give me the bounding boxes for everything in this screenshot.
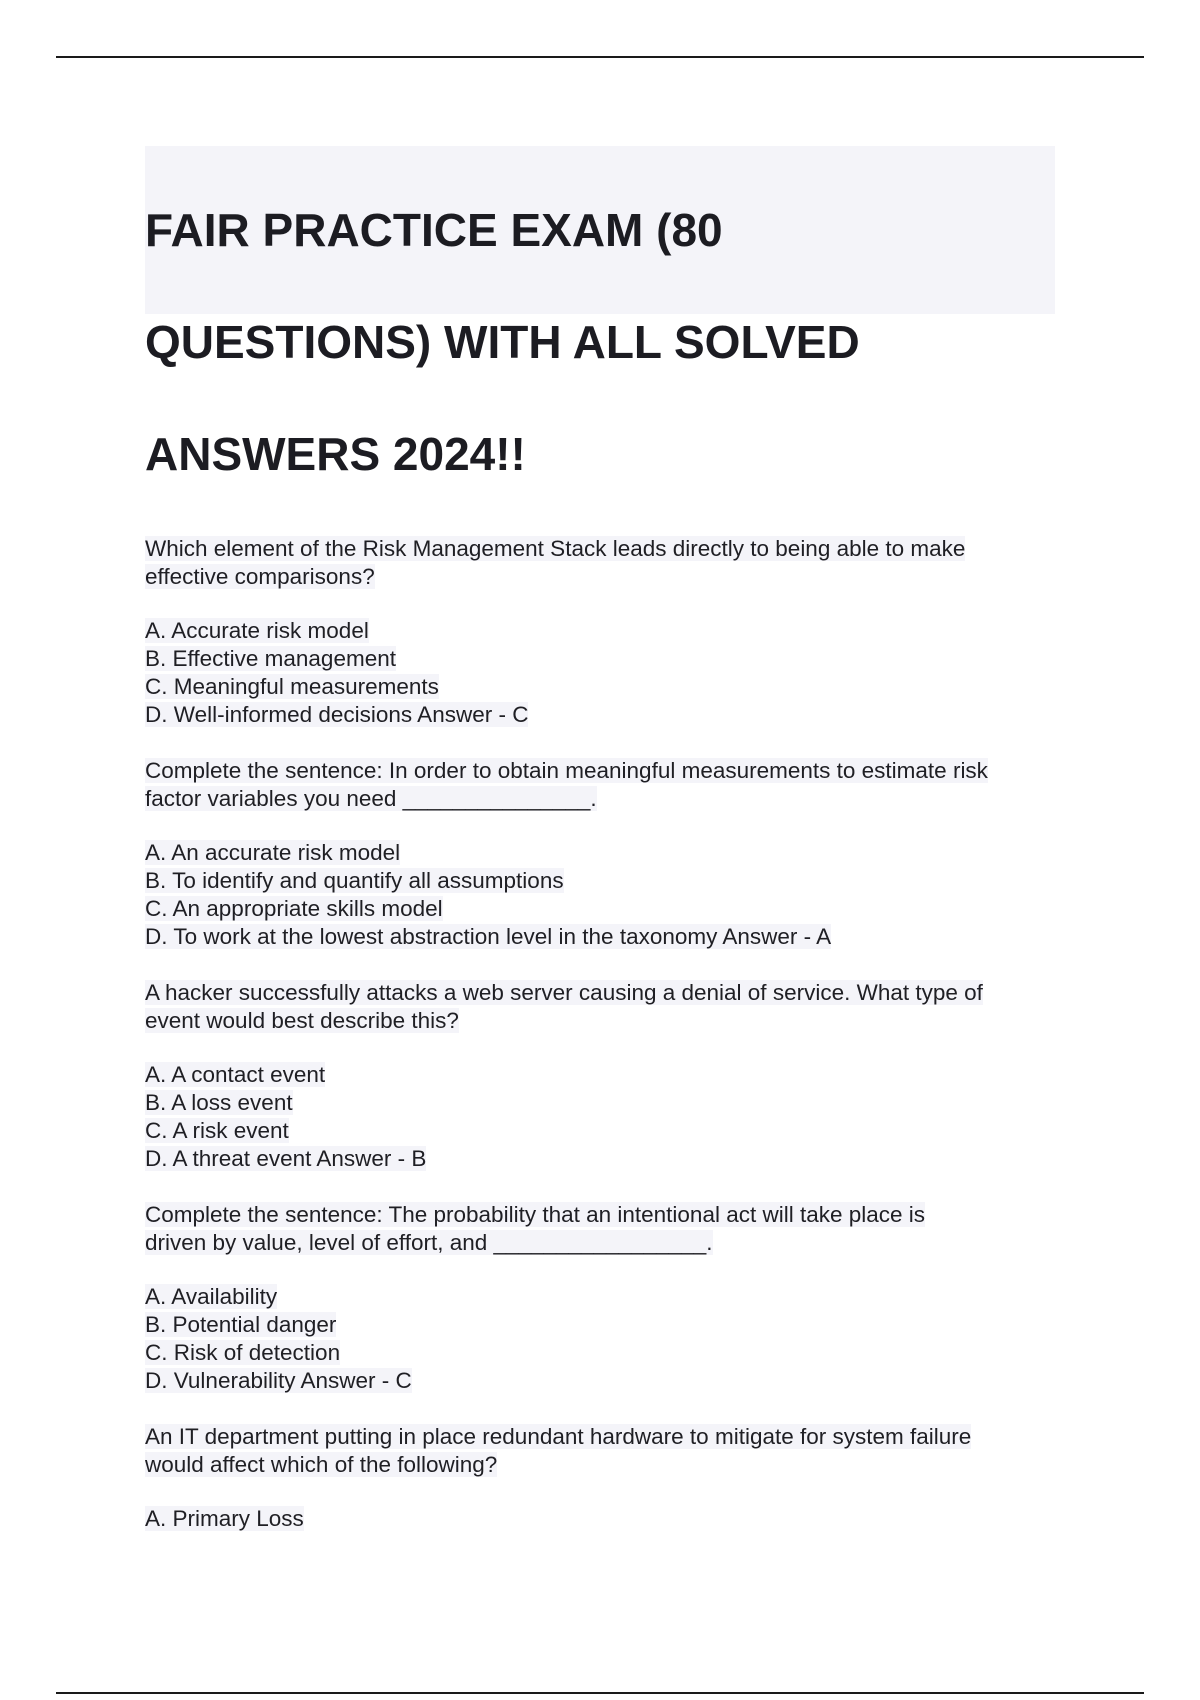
answer-options (145, 1283, 1065, 1395)
answer-option: A. Accurate risk model (145, 618, 369, 643)
answer-option: C. A risk event (145, 1118, 289, 1143)
question-item (145, 1423, 1065, 1533)
answer-options (145, 617, 1065, 729)
answer-options (145, 1505, 1065, 1533)
title-block (145, 146, 1055, 480)
title-line: FAIR PRACTICE EXAM (80 (145, 204, 723, 256)
title-line: ANSWERS 2024!! (145, 428, 526, 480)
question-text (145, 1423, 1065, 1479)
question-line: A hacker successfully attacks a web server causing a denial of service. What type of (145, 980, 983, 1005)
question-item (145, 1201, 1065, 1395)
answer-option: D. Vulnerability Answer - C (145, 1368, 412, 1393)
question-text (145, 535, 1065, 591)
question-line: event would best describe this? (145, 1008, 459, 1033)
question-line: Complete the sentence: In order to obtain meaningful measurements to estimate risk (145, 758, 988, 783)
answer-option: A. Availability (145, 1284, 278, 1309)
question-line: would affect which of the following? (145, 1452, 498, 1477)
answer-option: D. A threat event Answer - B (145, 1146, 427, 1171)
answer-option: C. Risk of detection (145, 1340, 341, 1365)
answer-option: B. To identify and quantify all assumptions (145, 868, 564, 893)
answer-option: C. An appropriate skills model (145, 896, 443, 921)
answer-option: D. Well-informed decisions Answer - C (145, 702, 529, 727)
question-text (145, 979, 1065, 1035)
answer-option: C. Meaningful measurements (145, 674, 439, 699)
question-line: factor variables you need _______________. (145, 786, 597, 811)
question-item (145, 757, 1065, 951)
answer-option: A. Primary Loss (145, 1506, 304, 1531)
question-line: Complete the sentence: The probability that an intentional act will take place is (145, 1202, 926, 1227)
answer-option: D. To work at the lowest abstraction level in the taxonomy Answer - A (145, 924, 832, 949)
question-line: effective comparisons? (145, 564, 375, 589)
answer-option: A. An accurate risk model (145, 840, 401, 865)
question-item (145, 979, 1065, 1173)
question-line: Which element of the Risk Management Stack leads directly to being able to make (145, 536, 966, 561)
document-title (145, 146, 1055, 482)
answer-options (145, 1061, 1065, 1173)
answer-option: A. A contact event (145, 1062, 326, 1087)
answer-option: B. Potential danger (145, 1312, 337, 1337)
title-line: QUESTIONS) WITH ALL SOLVED (145, 316, 860, 368)
question-list (145, 535, 1065, 1561)
question-line: An IT department putting in place redundant hardware to mitigate for system failure (145, 1424, 972, 1449)
question-text (145, 757, 1065, 813)
question-text (145, 1201, 1065, 1257)
answer-options (145, 839, 1065, 951)
top-rule (56, 56, 1144, 58)
question-item (145, 535, 1065, 729)
bottom-rule (56, 1692, 1144, 1694)
answer-option: B. A loss event (145, 1090, 293, 1115)
question-line: driven by value, level of effort, and _________________. (145, 1230, 713, 1255)
answer-option: B. Effective management (145, 646, 396, 671)
